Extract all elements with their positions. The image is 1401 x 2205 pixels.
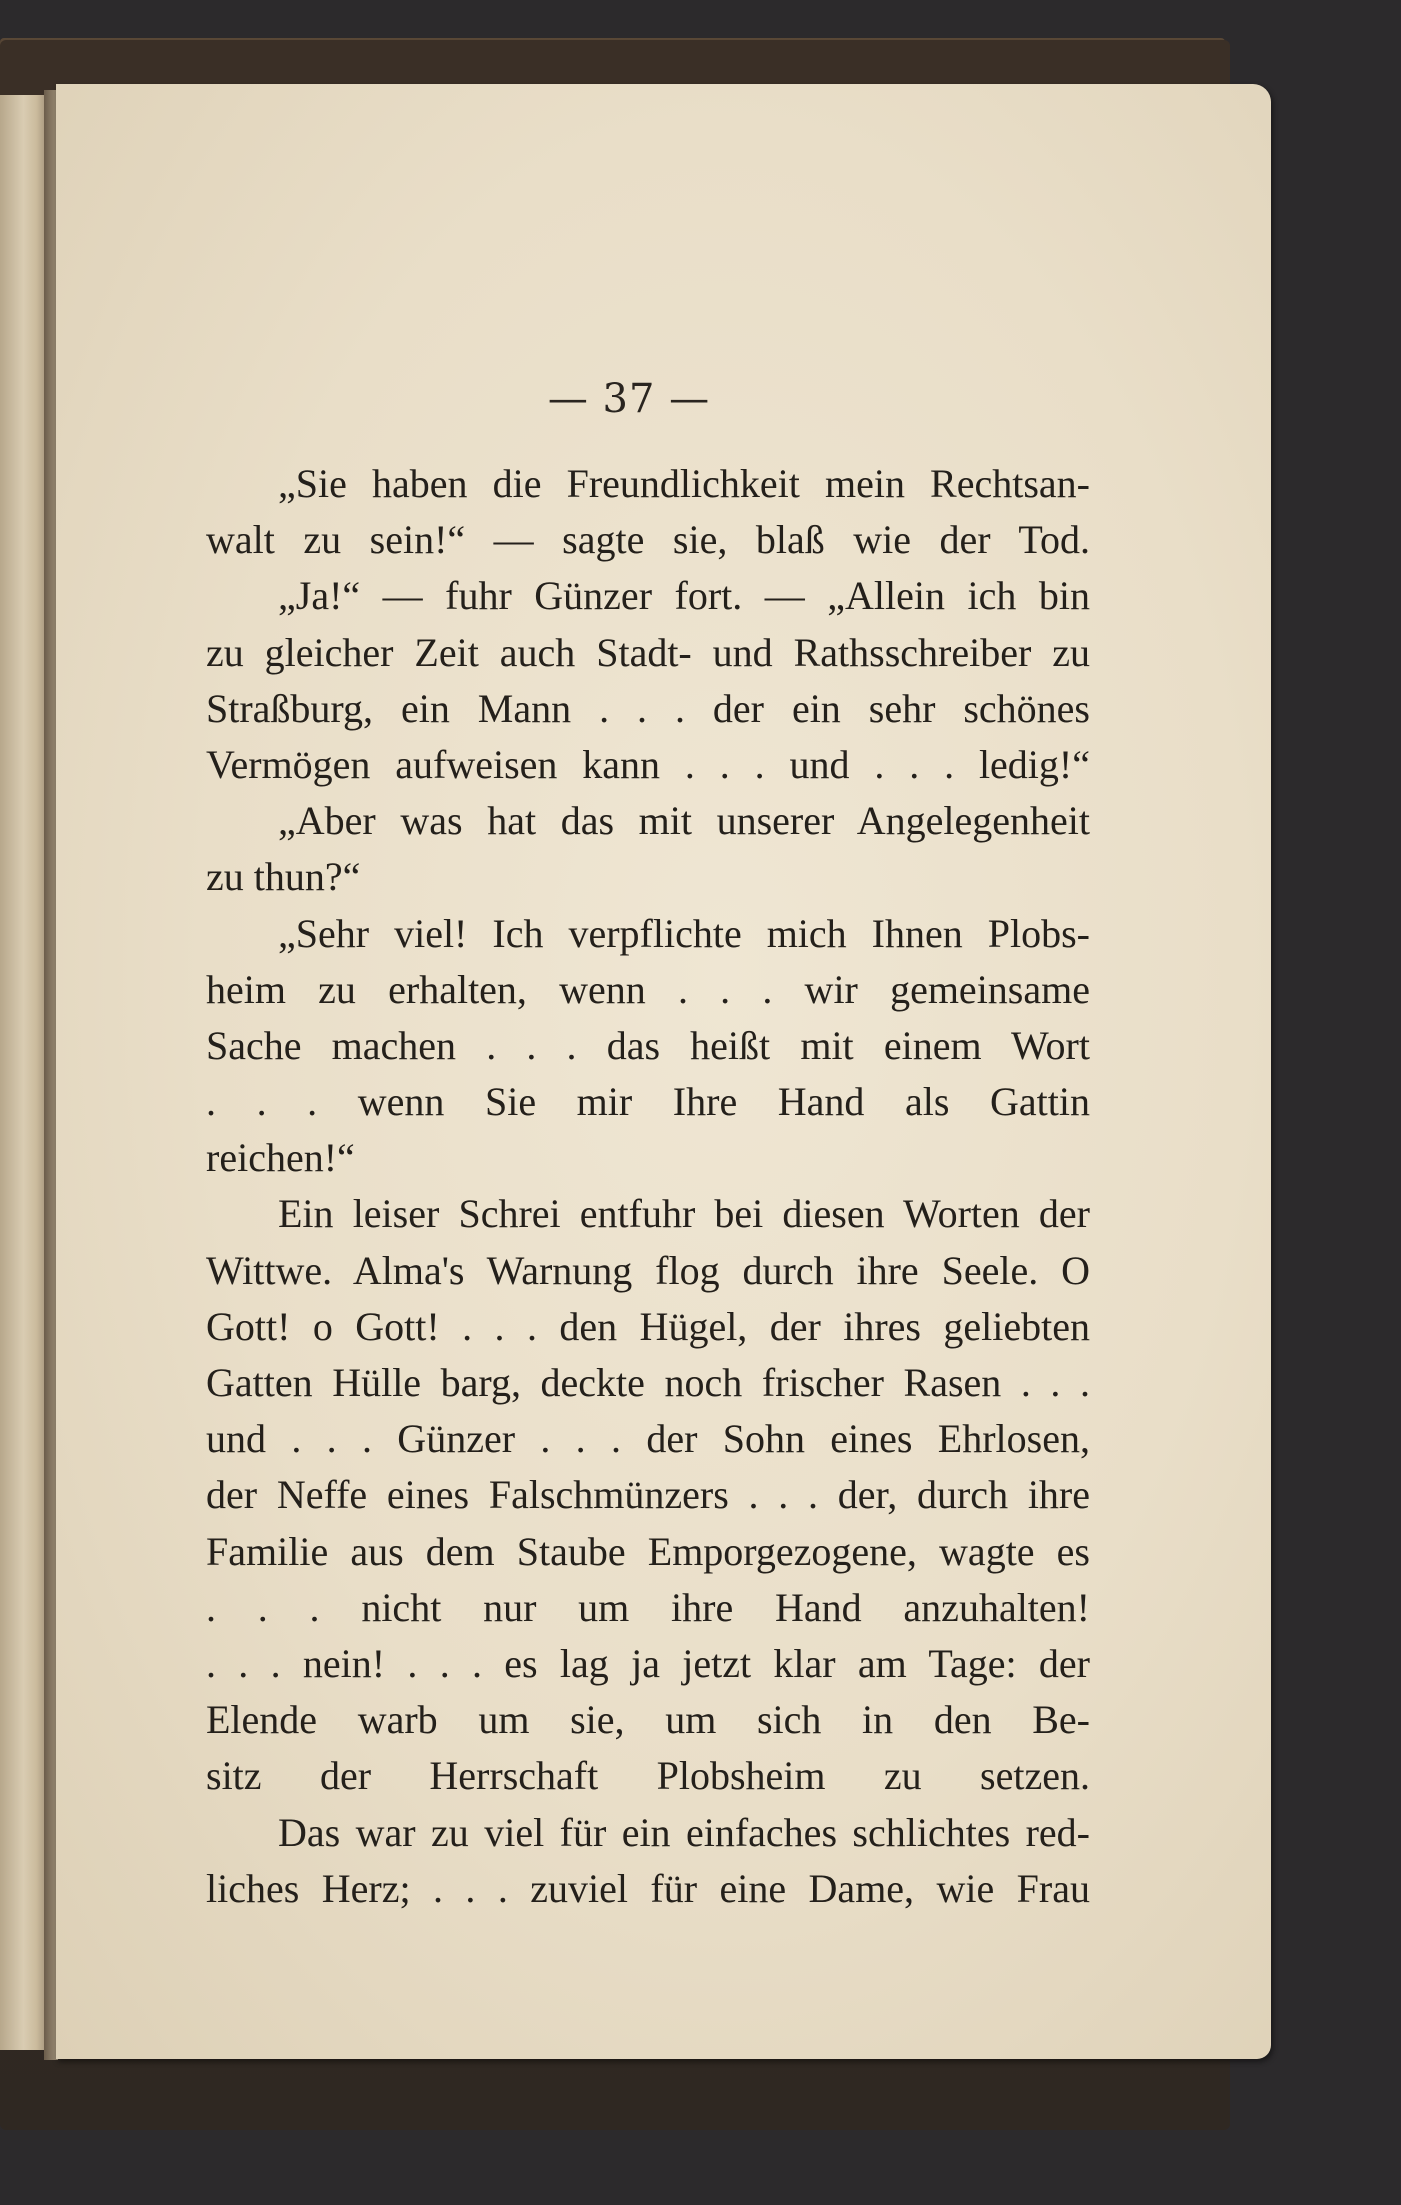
text-line: Familie aus dem Staube Emporgezogene, wagte es <box>206 1528 1090 1574</box>
text-line: Wittwe. Alma's Warnung flog durch ihre Seele. O <box>206 1247 1090 1293</box>
text-line: „Aber was hat das mit unserer Angelegenheit <box>278 798 1090 844</box>
page-number: — 37 — <box>547 376 711 422</box>
text-line: zu thun?“ <box>206 854 361 900</box>
text-line: reichen!“ <box>206 1135 355 1181</box>
book-page <box>56 84 1271 2059</box>
text-line: Das war zu viel für ein einfaches schlichtes red- <box>278 1809 1090 1855</box>
text-line: und . . . Günzer . . . der Sohn eines Ehrlosen, <box>206 1416 1090 1462</box>
body-text <box>206 456 1090 1917</box>
text-line: Ein leiser Schrei entfuhr bei diesen Worten der <box>278 1191 1090 1237</box>
text-line: heim zu erhalten, wenn . . . wir gemeinsame <box>206 966 1090 1012</box>
text-line: walt zu sein!“ — sagte sie, blaß wie der Tod. <box>206 517 1090 563</box>
text-line: der Neffe eines Falschmünzers . . . der, durch ihre <box>206 1472 1090 1518</box>
text-line: Elende warb um sie, um sich in den Be- <box>206 1697 1090 1743</box>
text-line: „Ja!“ — fuhr Günzer fort. — „Allein ich bin <box>278 573 1090 619</box>
text-line: . . . wenn Sie mir Ihre Hand als Gattin <box>206 1079 1090 1125</box>
text-line: „Sehr viel! Ich verpflichte mich Ihnen Plobs- <box>278 910 1090 956</box>
text-line: liches Herz; . . . zuviel für eine Dame, wie Frau <box>206 1865 1090 1911</box>
text-line: „Sie haben die Freundlichkeit mein Rechtsan- <box>278 461 1090 506</box>
text-line: Gott! o Gott! . . . den Hügel, der ihres geliebten <box>206 1303 1090 1349</box>
text-line: sitz der Herrschaft Plobsheim zu setzen. <box>206 1753 1090 1799</box>
text-line: zu gleicher Zeit auch Stadt- und Rathsschreiber zu <box>206 629 1090 675</box>
text-line: Straßburg, ein Mann . . . der ein sehr schönes <box>206 685 1090 731</box>
text-line: . . . nicht nur um ihre Hand anzuhalten! <box>206 1584 1090 1630</box>
text-line: . . . nein! . . . es lag ja jetzt klar am Tage: der <box>206 1640 1090 1686</box>
text-line: Vermögen aufweisen kann . . . und . . . ledig!“ <box>206 741 1090 787</box>
text-line: Gatten Hülle barg, deckte noch frischer Rasen . . . <box>206 1360 1090 1405</box>
text-line: Sache machen . . . das heißt mit einem Wort <box>206 1022 1090 1068</box>
